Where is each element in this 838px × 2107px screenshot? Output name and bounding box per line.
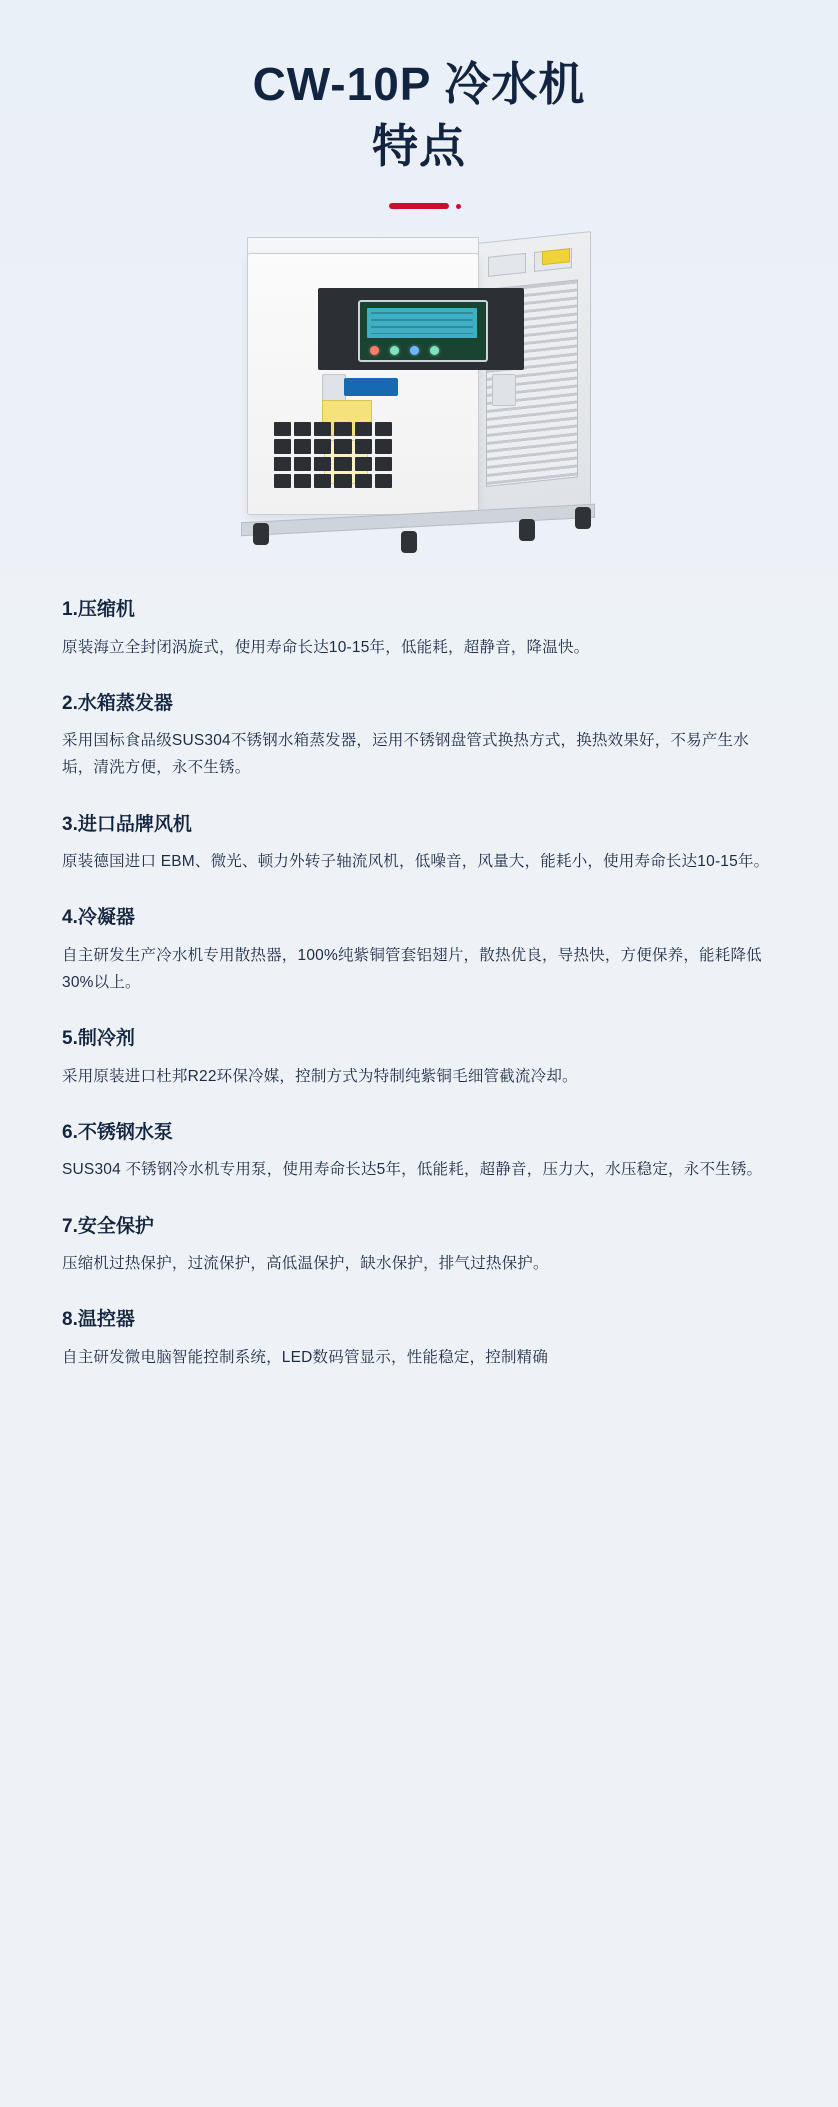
- feature-description: SUS304 不锈钢冷水机专用泵，使用寿命长达5年，低能耗，超静音，压力大，水压稳定，永不生锈。: [62, 1161, 763, 1179]
- feature-description: 采用原装进口杜邦R22环保冷媒，控制方式为特制纯紫铜毛细管截流冷却。: [62, 1067, 578, 1085]
- front-air-vent-icon: [274, 422, 392, 488]
- page-title-line-2: 特点: [372, 119, 466, 172]
- feature-item: [62, 691, 776, 782]
- caster-wheel-icon: [253, 523, 269, 545]
- controller-button-row: [370, 346, 439, 355]
- up-button-icon: [430, 346, 439, 355]
- feature-description: 原装海立全封闭涡旋式，使用寿命长达10-15年，低能耗，超静音，降温快。: [62, 638, 590, 656]
- feature-title: 6.不锈钢水泵: [62, 1121, 173, 1143]
- caster-wheel-icon: [575, 507, 591, 529]
- lcd-digits-icon: [371, 312, 473, 334]
- feature-description: 自主研发生产冷水机专用散热器，100%纯紫铜管套铝翅片，散热优良，导热快，方便保养，能耗降低30%以上。: [62, 946, 762, 991]
- side-warning-label: [542, 248, 570, 265]
- feature-item: [62, 597, 776, 661]
- feature-title: 8.温控器: [62, 1309, 135, 1331]
- temperature-controller: [358, 300, 488, 362]
- set-button-icon: [390, 346, 399, 355]
- feature-title: 1.压缩机: [62, 599, 135, 620]
- feature-description: 压缩机过热保护，过流保护，高低温保护，缺水保护，排气过热保护。: [62, 1255, 549, 1273]
- chiller-illustration: [189, 231, 649, 561]
- door-handle-right-icon: [492, 374, 516, 406]
- feature-item: [62, 812, 776, 876]
- feature-title: 7.安全保护: [62, 1215, 154, 1237]
- chiller-front-panel: [247, 253, 479, 515]
- feature-title: 2.水箱蒸发器: [62, 692, 173, 714]
- feature-title: 4.冷凝器: [62, 907, 135, 929]
- feature-title: 3.进口品牌风机: [62, 813, 192, 835]
- power-button-icon: [370, 346, 379, 355]
- title-divider: [389, 203, 449, 209]
- feature-description: 原装德国进口 EBM、微光、顿力外转子轴流风机，低噪音，风量大，能耗小，使用寿命长达10-15年。: [62, 853, 770, 871]
- feature-list: [0, 571, 838, 1471]
- lcd-display-icon: [367, 308, 477, 338]
- feature-title: 5.制冷剂: [62, 1028, 135, 1050]
- page-title-line-1: CW-10P 冷水机: [252, 58, 586, 110]
- page-header: [0, 0, 838, 209]
- brand-badge: [344, 378, 398, 396]
- feature-description: 采用国标食品级SUS304不锈钢水箱蒸发器，运用不锈钢盘管式换热方式，换热效果好，不易产生水垢，清洗方便，永不生锈。: [62, 732, 749, 777]
- feature-item: [62, 1307, 776, 1371]
- feature-item: [62, 1026, 776, 1090]
- down-button-icon: [410, 346, 419, 355]
- feature-item: [62, 1214, 776, 1278]
- feature-description: 自主研发微电脑智能控制系统，LED数码管显示，性能稳定，控制精确: [62, 1348, 549, 1366]
- product-image-section: [0, 231, 838, 571]
- caster-wheel-icon: [401, 531, 417, 553]
- side-vent-left-icon: [488, 253, 526, 277]
- feature-item: [62, 1120, 776, 1184]
- caster-wheel-icon: [519, 519, 535, 541]
- feature-item: [62, 905, 776, 996]
- control-panel-recess: [318, 288, 524, 370]
